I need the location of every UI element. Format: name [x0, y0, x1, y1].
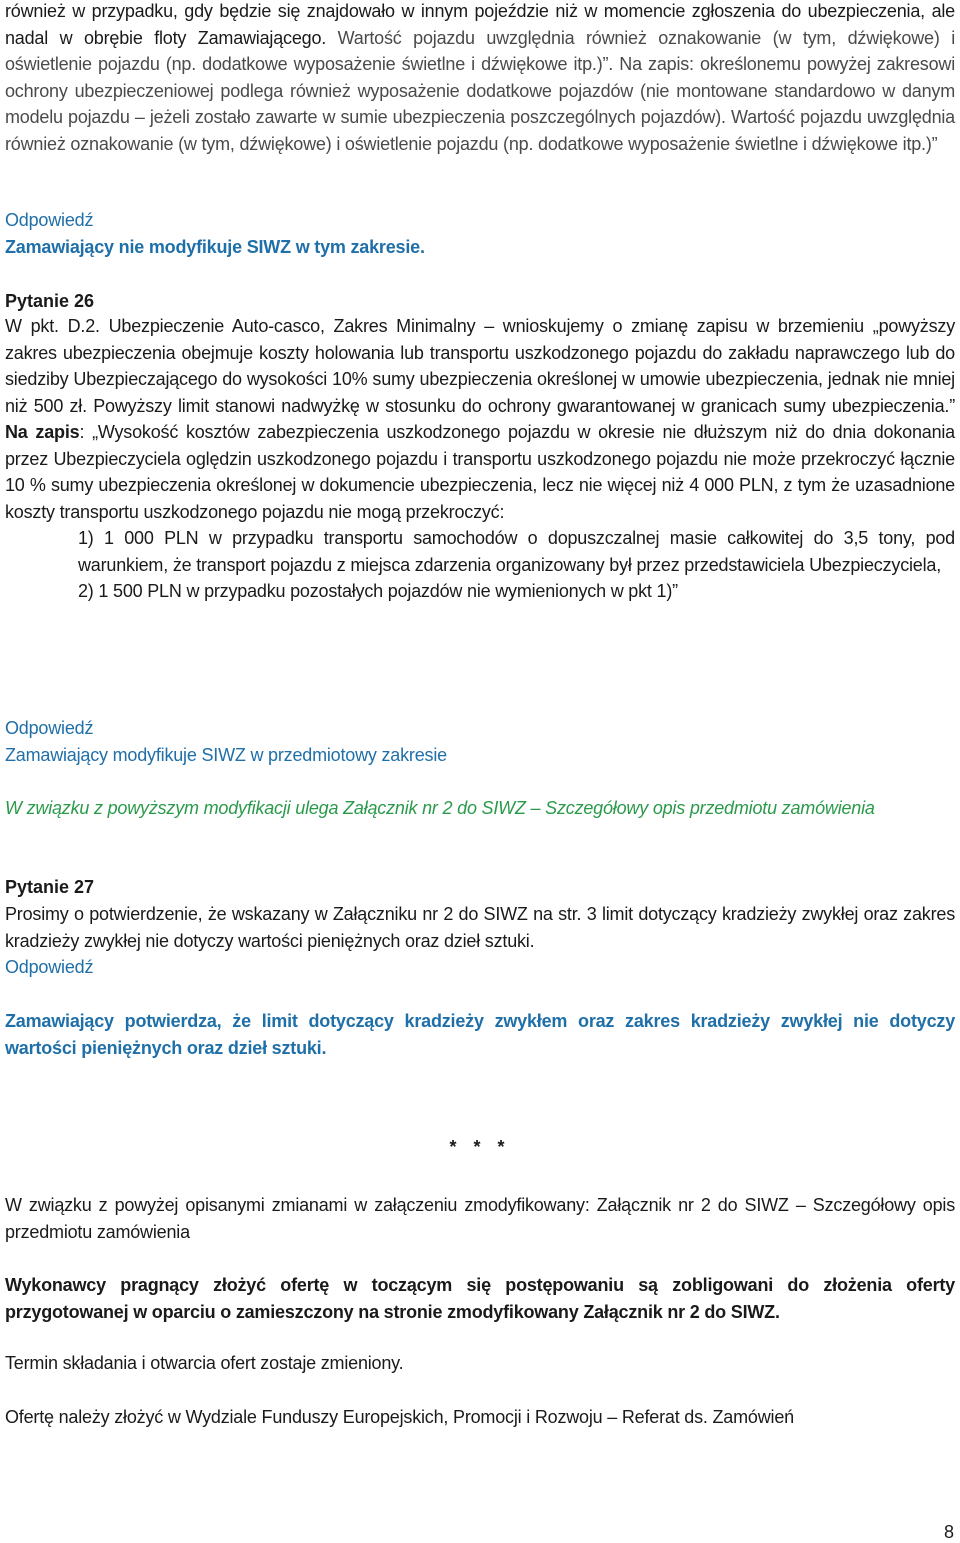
- intro-text-3: Na zapis: określonemu powyżej zakresowi ochrony ubezpieczeniowej podlega również wyposażenie dodatkowe pojazdów (nie montowane standardowo w danym modelu pojazdu – jeżeli zostało zawarte w sumie ubezpieczenia poszczególnych pojazdów). Wartość pojazdu uwzględnia również oznakowanie (w tym, dźwiękowe) i oświetlenie pojazdu (np. dodatkowe wyposażenie świetlne i dźwiękowe itp.)”: [5, 54, 955, 154]
- answer-26-text: Zamawiający modyfikuje SIWZ w przedmiotowy zakresie: [5, 745, 447, 765]
- question-27-title: Pytanie 27: [5, 877, 95, 897]
- closing-paragraph-4: Ofertę należy złożyć w Wydziale Funduszy Europejskich, Promocji i Rozwoju – Referat ds. Zamówień: [5, 1407, 794, 1427]
- answer-27-label: Odpowiedź: [5, 957, 94, 977]
- intro-text-2: Wartość pojazdu uwzględnia również oznakowanie (w tym, dźwiękowe) i oświetlenie pojazdu (np. dodatkowe wyposażenie świetlne i dźwiękowe itp.)”.: [5, 27, 955, 74]
- answer-25-text: Zamawiający nie modyfikuje SIWZ w tym zakresie.: [5, 237, 425, 257]
- intro-paragraph: [5, 0, 955, 157]
- section-separator: * * *: [449, 1137, 511, 1157]
- question-26-item-2: 2) 1 500 PLN w przypadku pozostałych pojazdów nie wymienionych w pkt 1)”: [78, 581, 678, 601]
- question-26-intro: W pkt. D.2. Ubezpieczenie Auto-casco, Zakres Minimalny – wnioskujemy o zmianę zapisu w brzemieniu „powyższy zakres ubezpieczenia obejmuje koszty holowania lub transportu uszkodzonego pojazdu do zakładu naprawczego lub do siedziby Ubezpieczającego do wysokości 10% sumy ubezpieczenia określonej w umowie ubezpieczenia, jednak nie mniej niż 500 zł. Powyższy limit stanowi nadwyżkę w stosunku do ochrony gwarantowanej w granicach sumy ubezpieczenia.”: [5, 316, 955, 416]
- answer-25-label: Odpowiedź: [5, 210, 94, 230]
- question-26-paragraph: [5, 313, 955, 525]
- question-26-body: [5, 313, 955, 605]
- question-27-text: Prosimy o potwierdzenie, że wskazany w Załączniku nr 2 do SIWZ na str. 3 limit dotyczący kradzieży zwykłej oraz zakres kradzieży zwykłej nie dotyczy wartości pieniężnych oraz dzieł sztuki.: [5, 904, 955, 951]
- question-26-rest: : „Wysokość kosztów zabezpieczenia uszkodzonego pojazdu w okresie nie dłuższym niż do dnia dokonania przez Ubezpieczyciela oględzin uszkodzonego pojazdu i transportu uszkodzonego pojazdu nie może przekroczyć łącznie 10 % sumy ubezpieczenia określonej w dokumencie ubezpieczenia, lecz nie więcej niż 4 000 PLN, z tym że uzasadnione koszty transportu uszkodzonego pojazdu nie mogą przekroczyć:: [5, 422, 955, 522]
- question-26-item-1: 1) 1 000 PLN w przypadku transportu samochodów o dopuszczalnej masie całkowitej do 3,5 tony, pod warunkiem, że transport pojazdu z miejsca zdarzenia organizowany był przez przedstawiciela Ubezpieczyciela,: [78, 528, 955, 575]
- closing-paragraph-2: Wykonawcy pragnący złożyć ofertę w toczącym się postępowaniu są zobligowani do złożenia oferty przygotowanej w oparciu o zamieszczony na stronie zmodyfikowany Załącznik nr 2 do SIWZ.: [5, 1275, 955, 1322]
- question-26-title: Pytanie 26: [5, 291, 95, 311]
- closing-paragraph-3: Termin składania i otwarcia ofert zostaje zmieniony.: [5, 1353, 404, 1373]
- page-number: 8: [943, 1522, 954, 1542]
- question-26-bold: Na zapis: [5, 422, 80, 442]
- intro-text-1: również w przypadku, gdy będzie się znajdowało w innym pojeździe niż w momencie zgłoszenia do ubezpieczenia, ale nadal w obrębie floty Zamawiającego.: [5, 1, 955, 48]
- answer-26-label: Odpowiedź: [5, 718, 94, 738]
- modification-note-26: W związku z powyższym modyfikacji ulega Załącznik nr 2 do SIWZ – Szczegółowy opis przedmiotu zamówienia: [5, 798, 875, 818]
- closing-paragraph-1: W związku z powyżej opisanymi zmianami w załączeniu zmodyfikowany: Załącznik nr 2 do SIWZ – Szczegółowy opis przedmiotu zamówienia: [5, 1195, 955, 1242]
- answer-27-text: Zamawiający potwierdza, że limit dotyczący kradzieży zwykłem oraz zakres kradzieży zwykłej nie dotyczy wartości pieniężnych oraz dzieł sztuki.: [5, 1011, 955, 1058]
